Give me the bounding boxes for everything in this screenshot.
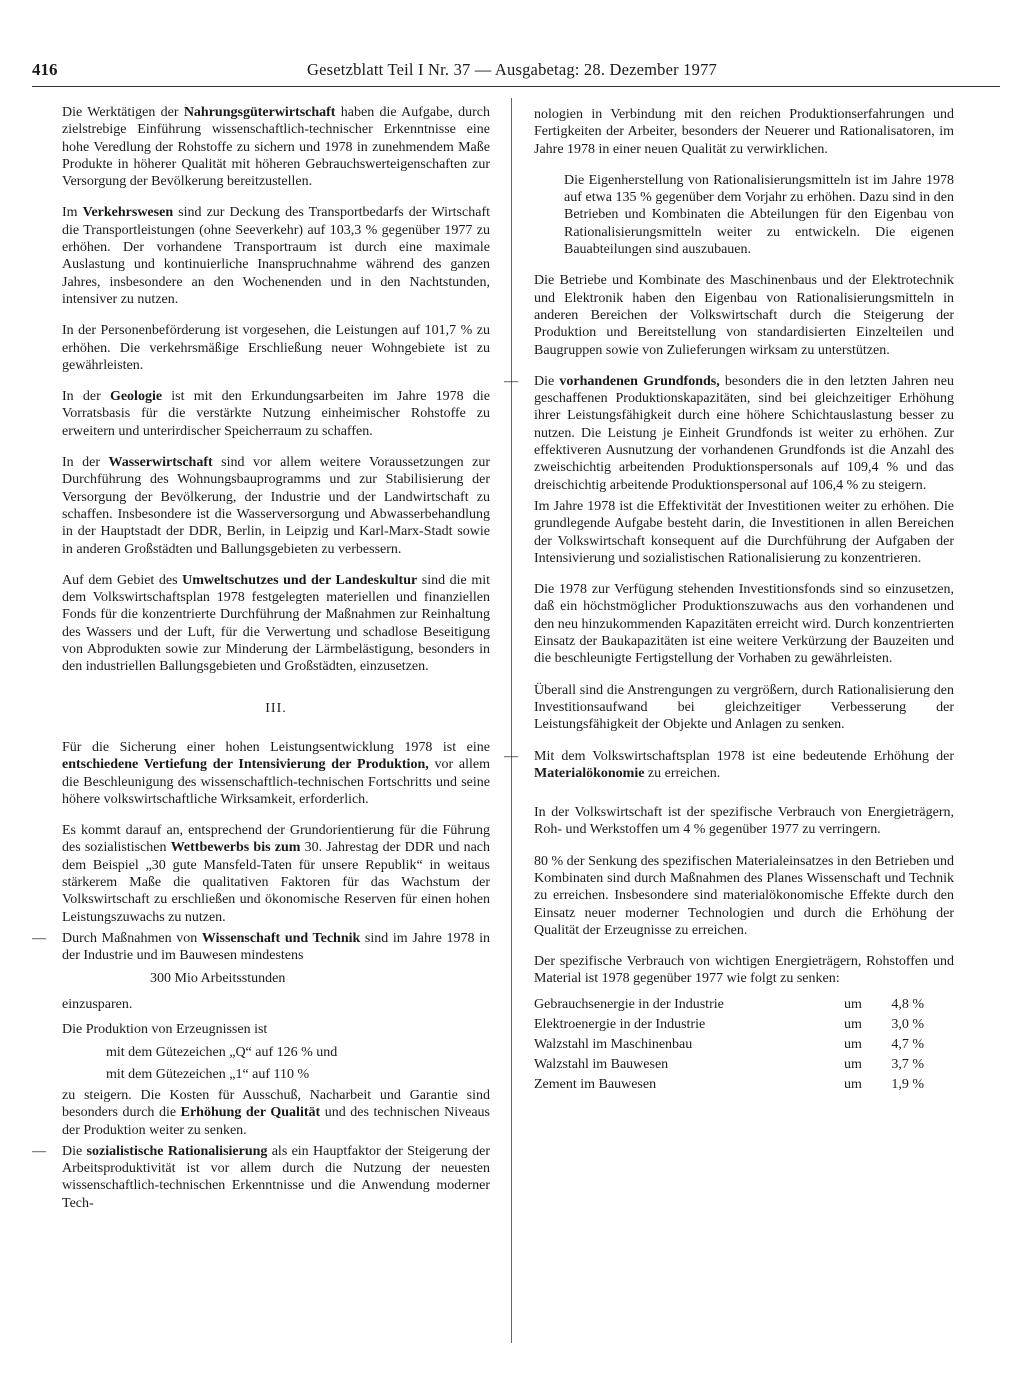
paragraph-materialeinsatz: 80 % der Senkung des spezifischen Materialeinsatzes in den Betrieben und Kombinaten sind durch Maßnahmen des Planes Wissenschaft und Technik zu erreichen. Insbesondere sind materialökonomische Effekte durch den Einsatz neuer moderner Technologien und durch die Erhöhung der Qualität der Erzeugnisse zu erreichen. (534, 853, 954, 938)
paragraph-nahrungsgueterwirtschaft: Die Werktätigen der Nahrungsgüterwirtschaft haben die Aufgabe, durch zielstrebige Einführung wissenschaftlich-technischer Erkenntnisse eine hohe Veredlung der Rohstoffe zu sichern und 1978 in zunehmendem Maße Produkte in höherer Qualität mit höheren Gebrauchswerteigenschaften zur Versorgung der Bevölkerung bereitzustellen. (62, 105, 491, 190)
paragraph-investitionen: Im Jahre 1978 ist die Effektivität der Investitionen weiter zu erhöhen. Die grundlegende Aufgabe besteht darin, die Investitionen in allen Bereichen der Volkswirtschaft konsequent auf die Durchführung der Aufgaben der Intensivierung und sozialistischen Rationalisierung zu konzentrieren. (534, 498, 954, 566)
paragraph-wettbewerb: Es kommt darauf an, entsprechend der Grundorientierung für die Führung des sozialistischen Wettbewerbs bis zum 30. Jahrestag der DDR und nach dem Beispiel „30 gute Mansfeld-Taten für unsere Republik“ in weitaus stärkerem Maße die qualitativen Faktoren für das Wachstum der Volkswirtschaft zu erschließen und ökonomische Reserven für einen hohen Leistungszuwachs zu nutzen. (62, 823, 491, 925)
right-column (504, 106, 954, 1096)
paragraph-maschinenbau: Die Betriebe und Kombinate des Maschinenbaus und der Elektrotechnik und Elektronik haben den Eigenbau von Rationalisierungsmitteln in anderen Bereichen der Volkswirtschaft durch die Steigerung der Produktion und Bereitstellung von standardisierten Einzelteilen und Baugruppen sowie von Zulieferungen wirksam zu unterstützen. (534, 273, 954, 358)
dash-marker: — (32, 930, 46, 946)
list-item-text: Die vorhandenen Grundfonds, besonders die in den letzten Jahren neu geschaffenen Produktionskapazitäten, sind bei gleichzeitiger Erhöhung ihrer Leistungsfähigkeit durch eine höhere Schichtauslastung besser zu nutzen. Die Leistung je Einheit Grundfonds ist weiter zu erhöhen. Zur effektiveren Ausnutzung der vorhandenen Grundfonds ist die Anzahl des zweischichtig arbeitenden Produktionspersonals auf 109,4 % und das dreischichtig arbeitende Produktionspersonal auf 106,4 % zu steigern. (534, 373, 954, 493)
paragraph-verkehrswesen: Im Verkehrswesen sind zur Deckung des Transportbedarfs der Wirtschaft die Transportleistungen (ohne Seeverkehr) auf 103,3 % gegenüber 1977 zu erhöhen. Der vorhandene Transportraum ist durch eine maximale Auslastung und kontinuierliche Inanspruchnahme während des ganzen Jahres, insbesondere an den Wochenenden und in den Nachtstunden, intensiver zu nutzen. (62, 205, 490, 307)
paragraph-anstrengungen: Überall sind die Anstrengungen zu vergrößern, durch Rationalisierung den Investitionsaufwand bei gleichzeitiger Verbesserung der Leistungsfähigkeit der Objekte und Anlagen zu senken. (534, 682, 954, 733)
guetezeichen-1-line: mit dem Gütezeichen „1“ auf 110 % (106, 1066, 310, 1082)
table-cell-item: Walzstahl im Bauwesen (534, 1056, 669, 1072)
dash-marker: — (504, 373, 518, 389)
paragraph-continued: nologien in Verbindung mit den reichen Produktionserfahrungen und Fertigkeiten der Arbeiter, besonders der Neuerer und Rationalisatoren, im Jahre 1978 in einer neuen Qualität zu verwirklichen. (534, 107, 954, 157)
table-cell-value: 4,7 % (891, 1036, 924, 1052)
paragraph-senkung-intro: Der spezifische Verbrauch von wichtigen Energieträgern, Rohstoffen und Material ist 1978 gegenüber 1977 wie folgt zu senken: (534, 954, 954, 987)
list-item-materialoekonomie (504, 748, 954, 783)
header-rule (32, 86, 1000, 87)
reduction-table (534, 996, 954, 1096)
table-cell-um: um (844, 1036, 862, 1052)
dash-marker: — (32, 1143, 46, 1159)
paragraph-spezifischer-verbrauch: In der Volkswirtschaft ist der spezifische Verbrauch von Energieträgern, Roh- und Werkstoffen um 4 % gegenüber 1977 zu verringern. (534, 805, 954, 838)
list-item-grundfonds (504, 373, 954, 494)
column-divider (511, 98, 512, 1343)
section-heading: III. (265, 700, 287, 716)
page-number: 416 (32, 60, 58, 79)
einzusparen-line: einzusparen. (62, 996, 133, 1012)
guetezeichen-q-line: mit dem Gütezeichen „Q“ auf 126 % und (106, 1045, 338, 1061)
table-row (534, 1036, 954, 1056)
dash-marker: — (504, 748, 518, 764)
paragraph-investitionsfonds: Die 1978 zur Verfügung stehenden Investitionsfonds sind so einzusetzen, daß ein höchstmöglicher Produktionszuwachs aus den vorhandenen und den neu hinzukommenden Kapazitäten erreicht wird. Durch konzentrierten Einsatz der Baukapazitäten ist eine weitere Verkürzung der Bauzeiten und die beschleunigte Fertigstellung der Vorhaben zu gewährleisten. (534, 582, 954, 667)
list-item-wissenschaft-technik (32, 930, 491, 1139)
table-cell-value: 3,7 % (891, 1056, 924, 1072)
table-row (534, 1016, 954, 1036)
table-cell-item: Zement im Bauwesen (534, 1076, 657, 1092)
table-row (534, 1056, 954, 1076)
table-cell-value: 3,0 % (891, 1016, 924, 1032)
paragraph-geologie: In der Geologie ist mit den Erkundungsarbeiten im Jahre 1978 die Vorratsbasis für die verstärkte Nutzung einheimischer Rohstoffe zu erweitern und unterirdischer Speicherraum zu schaffen. (62, 389, 490, 439)
table-cell-item: Walzstahl im Maschinenbau (534, 1036, 693, 1052)
paragraph-eigenherstellung: Die Eigenherstellung von Rationalisierungsmitteln ist im Jahre 1978 auf etwa 135 % gegenüber dem Vorjahr zu erhöhen. Dazu sind in den Betrieben und Kombinaten die Abteilungen für den Eigenbau von Rationalisierungsmitteln weiter zu entwickeln. Die eigenen Bauabteilungen sind auszubauen. (564, 172, 954, 258)
production-intro-line: Die Produktion von Erzeugnissen ist (62, 1022, 268, 1038)
list-item-text-continued: zu steigern. Die Kosten für Ausschuß, Nacharbeit und Garantie sind besonders durch die Erhöhung der Qualität und des technischen Niveaus der Produktion weiter zu senken. (62, 1087, 491, 1138)
paragraph-intensivierung: Für die Sicherung einer hohen Leistungsentwicklung 1978 ist eine entschiedene Vertiefung der Intensivierung der Produktion, vor allem die Beschleunigung des wissenschaftlich-technischen Fortschritts und seine höhere volkswirtschaftliche Wirksamkeit, erforderlich. (62, 739, 490, 807)
table-cell-value: 4,8 % (891, 996, 924, 1012)
table-row (534, 1076, 954, 1096)
list-item-rationalisierung (32, 1143, 490, 1212)
paragraph-wasserwirtschaft: In der Wasserwirtschaft sind vor allem weitere Voraussetzungen zur Durchführung des Wohnungsbauprogramms und zur Stabilisierung der Versorgung der Bevölkerung, der Industrie und der Landwirtschaft zu schaffen. Insbesondere ist die Wasserversorgung und Abwasserbehandlung in der Hauptstadt der DDR, Berlin, in Leipzig und Karl-Marx-Stadt sowie in anderen Großstädten und Ballungsgebieten zu verbessern. (62, 455, 490, 557)
table-row (534, 996, 954, 1016)
paragraph-umweltschutz: Auf dem Gebiet des Umweltschutzes und der Landeskultur sind die mit dem Volkswirtschaftsplan 1978 festgelegten materiellen und finanziellen Fonds für die konzentrierte Durchführung der Maßnahmen zur Reinhaltung des Wassers und der Luft, für die Verwertung und schadlose Beseitigung von Abprodukten sowie zur Minderung der Lärmbelästigung, besonders in den industriellen Ballungsgebieten und Großstädten, einzusetzen. (62, 572, 491, 675)
running-head: Gesetzblatt Teil I Nr. 37 — Ausgabetag: 28. Dezember 1977 (307, 60, 717, 79)
table-cell-um: um (844, 996, 862, 1012)
table-cell-item: Gebrauchsenergie in der Industrie (534, 996, 724, 1012)
paragraph-personenbefoerderung: In der Personenbeförderung ist vorgesehen, die Leistungen auf 101,7 % zu erhöhen. Die verkehrsmäßige Erschließung neuer Wohngebiete ist zu gewährleisten. (62, 323, 490, 373)
list-item-text: Mit dem Volkswirtschaftsplan 1978 ist eine bedeutende Erhöhung der Materialökonomie zu erreichen. (534, 748, 954, 781)
table-cell-um: um (844, 1016, 862, 1032)
amount-line: 300 Mio Arbeitsstunden (150, 971, 286, 987)
table-cell-um: um (844, 1056, 862, 1072)
table-cell-um: um (844, 1076, 862, 1092)
list-item-text: Durch Maßnahmen von Wissenschaft und Technik sind im Jahre 1978 in der Industrie und im Bauwesen mindestens (62, 930, 491, 964)
table-cell-item: Elektroenergie in der Industrie (534, 1016, 706, 1032)
left-column (32, 104, 491, 1216)
table-cell-value: 1,9 % (891, 1076, 924, 1092)
list-item-text: Die sozialistische Rationalisierung als ein Hauptfaktor der Steigerung der Arbeitsproduktivität ist vor allem durch die Nutzung der neuesten wissenschaftlich-technischen Erkenntnisse und die Anwendung moderner Tech- (62, 1143, 490, 1211)
